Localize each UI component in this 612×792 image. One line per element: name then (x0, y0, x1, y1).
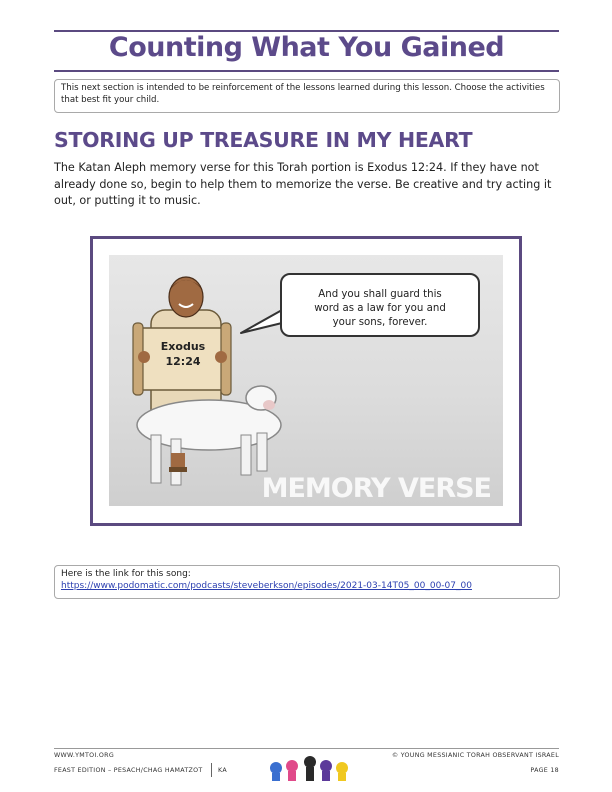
scroll-line-1: Exodus (160, 340, 206, 353)
ymtoi-logo (268, 752, 354, 782)
bubble-line-2: word as a law for you and (314, 303, 446, 314)
footer-website: WWW.YMTOI.ORG (54, 752, 115, 759)
title-underline (54, 70, 559, 72)
scroll-label (153, 339, 213, 369)
song-link-box (54, 565, 560, 599)
intro-text: This next section is intended to be reinforcement of the lessons learned during this lesson. Choose the activities that best fit your child. (61, 83, 545, 105)
song-label: Here is the link for this song: (61, 569, 191, 579)
footer-page-number: PAGE 18 (530, 767, 559, 774)
bubble-line-1: And you shall guard this (318, 289, 442, 300)
section-heading: STORING UP TREASURE IN MY HEART (54, 128, 473, 152)
song-link[interactable]: https://www.podomatic.com/podcasts/steveberkson/episodes/2021-03-14T05_00_00-07_00 (61, 581, 472, 591)
scroll-line-2: 12:24 (165, 355, 201, 368)
speech-bubble (280, 273, 480, 337)
memory-verse-frame (90, 236, 522, 526)
footer-copyright: © YOUNG MESSIANIC TORAH OBSERVANT ISRAEL (391, 752, 559, 759)
footer-divider (211, 763, 212, 777)
section-body: The Katan Aleph memory verse for this Torah portion is Exodus 12:24. If they have not already done so, begin to help them to memorize the verse. Be creative and try acting it out, or putting it to music. (54, 161, 552, 207)
footer-level: KA (218, 767, 227, 774)
memory-verse-illustration (109, 255, 503, 506)
footer-rule (54, 748, 559, 749)
page-title: Counting What You Gained (108, 32, 505, 63)
memory-verse-watermark: MEMORY VERSE (261, 473, 491, 504)
bubble-line-3: your sons, forever. (332, 317, 428, 328)
intro-box (54, 79, 560, 113)
footer-edition: FEAST EDITION – PESACH/CHAG HAMATZOT (54, 767, 203, 774)
